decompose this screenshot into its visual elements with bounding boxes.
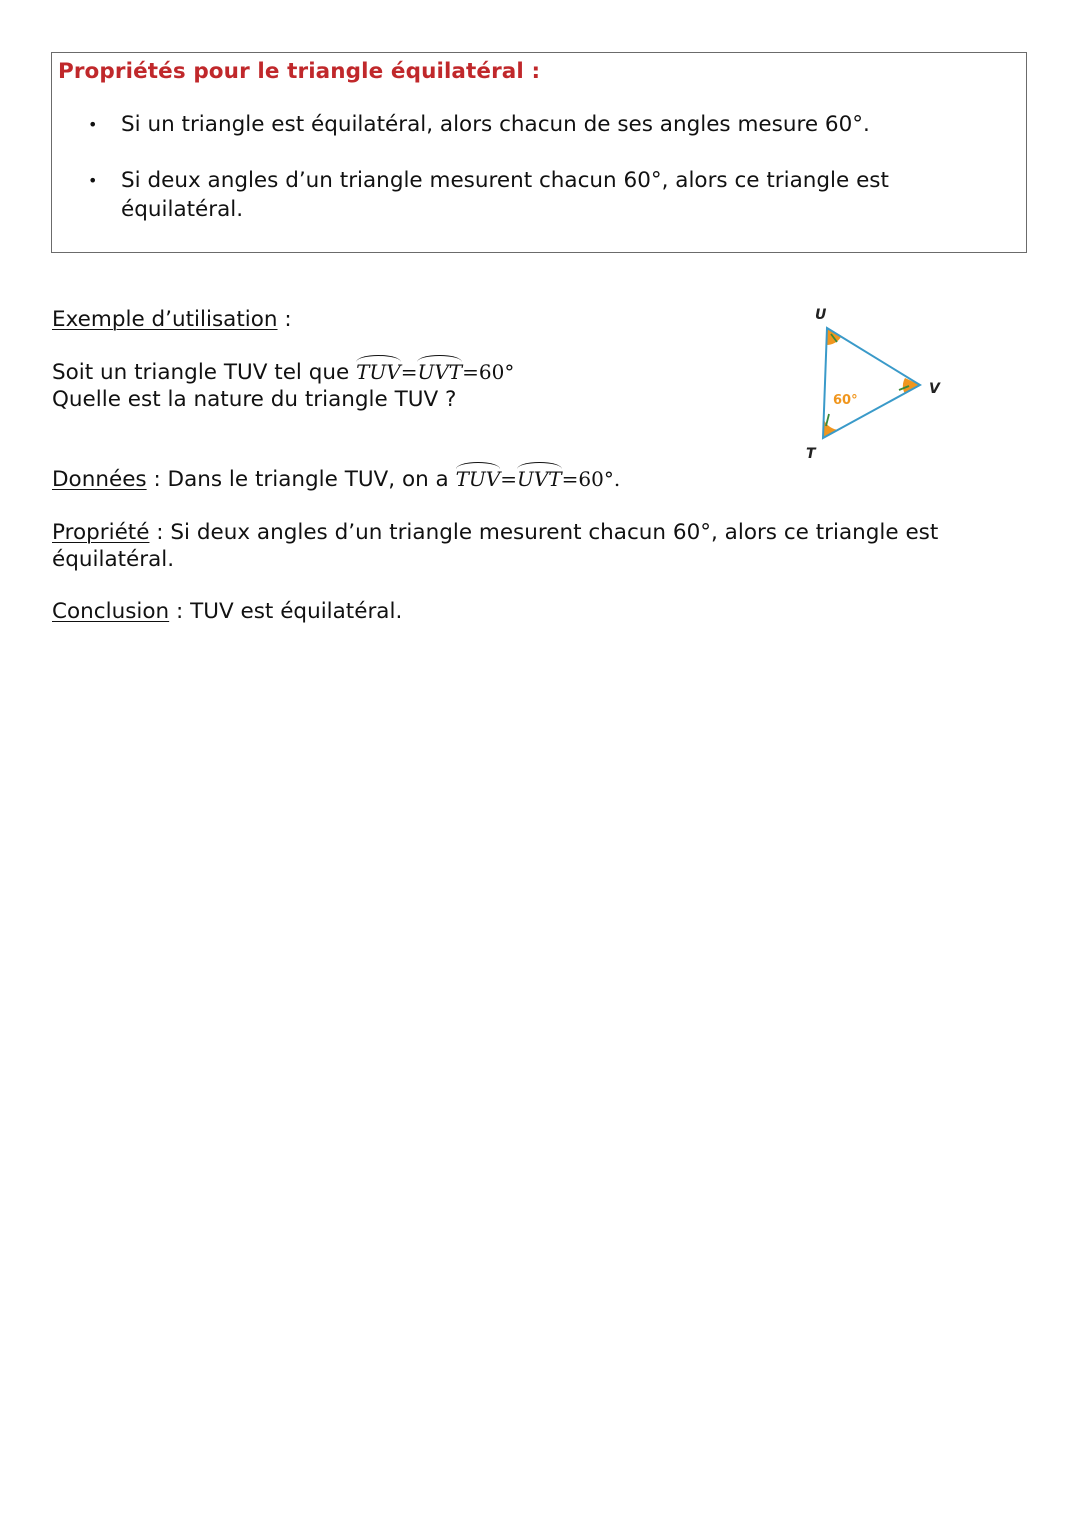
data-label: Données xyxy=(52,467,147,492)
triangle-figure xyxy=(775,290,955,470)
angle-value: =60°. xyxy=(561,467,621,491)
example-statement xyxy=(52,359,514,386)
property-text: : Si deux angles d’un triangle mesurent chacun 60°, alors ce triangle est équilatéral. xyxy=(52,520,939,572)
property-bullet-1 xyxy=(88,110,988,140)
angle-uvt: UVT xyxy=(417,360,463,384)
bullet-icon: • xyxy=(88,115,98,134)
data-text: : Dans le triangle TUV, on a xyxy=(146,467,456,492)
example-heading xyxy=(52,306,292,333)
example-question: Quelle est la nature du triangle TUV ? xyxy=(52,387,457,412)
example-heading-label: Exemple d’utilisation xyxy=(52,307,278,332)
bullet-text: Si un triangle est équilatéral, alors chacun de ses angles mesure 60°. xyxy=(121,112,870,137)
properties-title: Propriétés pour le triangle équilatéral : xyxy=(58,59,541,84)
property-label: Propriété xyxy=(52,520,150,545)
conclusion-text: : TUV est équilatéral. xyxy=(169,599,403,624)
equals-sign: = xyxy=(400,360,418,384)
angle-tuv: TUV xyxy=(356,360,401,384)
solution-property xyxy=(52,519,982,573)
equals-sign: = xyxy=(500,467,517,491)
angle-value: =60° xyxy=(462,360,515,384)
conclusion-label: Conclusion xyxy=(52,599,170,624)
angle-tuv: TUV xyxy=(455,467,501,491)
vertex-v-label: V xyxy=(929,381,940,397)
triangle-diagram-icon xyxy=(775,290,955,470)
bullet-text: Si deux angles d’un triangle mesurent chacun 60°, alors ce triangle est équilatéral. xyxy=(121,168,889,222)
angle-60-label: 60° xyxy=(833,393,858,408)
angle-equation xyxy=(356,360,514,384)
data-angle-equation xyxy=(456,467,621,491)
angle-uvt: UVT xyxy=(516,467,562,491)
solution-conclusion xyxy=(52,598,402,625)
property-bullet-2 xyxy=(88,166,988,226)
vertex-t-label: T xyxy=(806,446,816,462)
bullet-icon: • xyxy=(88,171,98,190)
vertex-u-label: U xyxy=(815,307,827,323)
solution-data xyxy=(52,466,620,493)
statement-text: Soit un triangle TUV tel que xyxy=(52,360,357,385)
example-heading-colon: : xyxy=(277,307,292,332)
